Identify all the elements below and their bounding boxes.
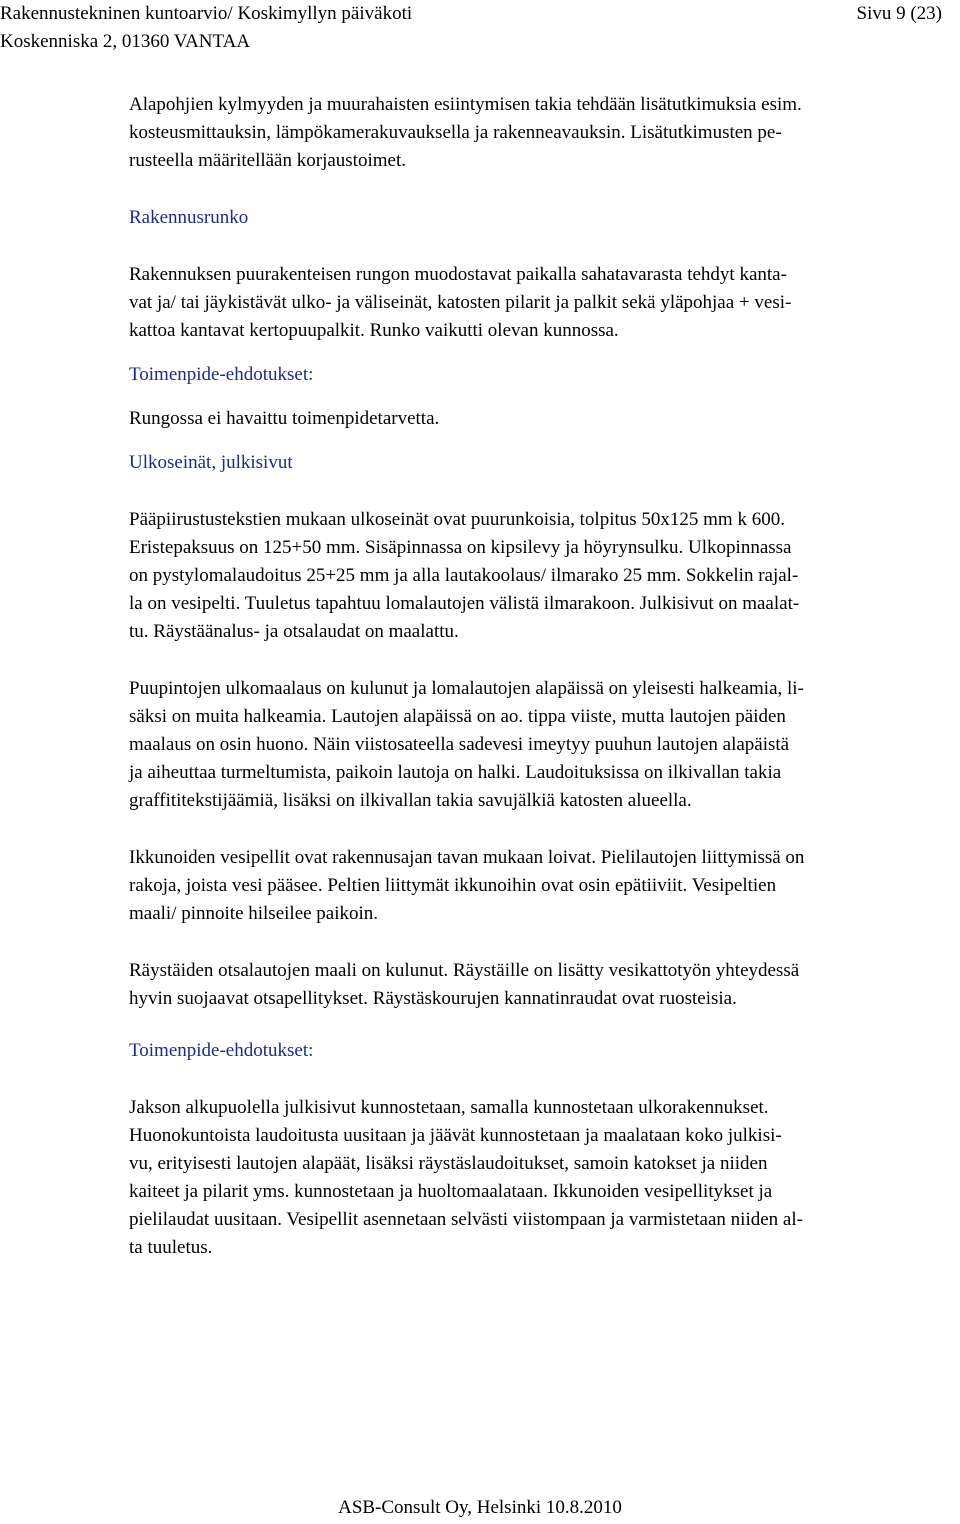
paragraph-facade-actions (129, 1094, 957, 1262)
text-line: rusteella määritellään korjaustoimet. (129, 150, 406, 171)
page-footer: ASB-Consult Oy, Helsinki 10.8.2010 (338, 1497, 622, 1518)
paragraph-wood-paint (129, 675, 957, 815)
paragraph-frame-action: Rungossa ei havaittu toimenpidetarvetta. (129, 408, 440, 429)
text-line: on pystylomalaudoitus 25+25 mm ja alla lautakoolaus/ ilmarako 25 mm. Sokkelin rajal- (129, 565, 799, 586)
document-body (129, 91, 957, 1262)
heading-rakennusrunko: Rakennusrunko (129, 207, 249, 228)
text-line: Räystäiden otsalautojen maali on kulunut. Räystäille on lisätty vesikattotyön yhteydessä (129, 960, 800, 981)
text-line: Pääpiirustustekstien mukaan ulkoseinät ovat puurunkoisia, tolpitus 50x125 mm k 600. (129, 509, 785, 530)
paragraph-window-sills (129, 844, 957, 928)
text-line: vu, erityisesti lautojen alapäät, lisäksi räystäslaudoitukset, samoin katokset ja niiden (129, 1153, 768, 1174)
text-line: Jakson alkupuolella julkisivut kunnostetaan, samalla kunnostetaan ulkorakennukset. (129, 1097, 769, 1118)
text-line: vat ja/ tai jäykistävät ulko- ja väliseinät, katosten pilarit ja palkit sekä yläpohjaa + vesi- (129, 292, 792, 313)
text-line: Eristepaksuus on 125+50 mm. Sisäpinnassa on kipsilevy ja höyrynsulku. Ulkopinnassa (129, 537, 792, 558)
text-line: Alapohjien kylmyyden ja muurahaisten esiintymisen takia tehdään lisätutkimuksia esim. (129, 94, 802, 115)
text-line: hyvin suojaavat otsapellitykset. Räystäskourujen kannatinraudat ovat ruosteisia. (129, 988, 737, 1009)
text-line: pielilaudat uusitaan. Vesipellit asennetaan selvästi viistompaan ja varmistetaan niiden al- (129, 1209, 803, 1230)
heading-ulkoseinat: Ulkoseinät, julkisivut (129, 452, 293, 473)
heading-toimenpide-2: Toimenpide-ehdotukset: (129, 1040, 314, 1061)
heading-toimenpide-1: Toimenpide-ehdotukset: (129, 364, 314, 385)
text-line: ja aiheuttaa turmeltumista, paikoin lautoja on halki. Laudoituksissa on ilkivallan takia (129, 762, 782, 783)
paragraph-eaves (129, 957, 957, 1013)
text-line: Rakennuksen puurakenteisen rungon muodostavat paikalla sahatavarasta tehdyt kanta- (129, 264, 787, 285)
page-number: Sivu 9 (23) (856, 3, 942, 24)
paragraph-additional-studies (129, 91, 957, 175)
text-line: kattoa kantavat kertopuupalkit. Runko vaikutti olevan kunnossa. (129, 320, 619, 341)
text-line: Ikkunoiden vesipellit ovat rakennusajan tavan mukaan loivat. Pielilautojen liittymissä on (129, 847, 805, 868)
text-line: graffititekstijäämiä, lisäksi on ilkivallan takia savujälkiä katosten alueella. (129, 790, 692, 811)
page-header (0, 0, 412, 56)
paragraph-exterior-walls (129, 506, 957, 646)
header-title: Rakennustekninen kuntoarvio/ Koskimyllyn päiväkoti (0, 3, 413, 24)
text-line: ta tuuletus. (129, 1237, 213, 1258)
text-line: kaiteet ja pilarit yms. kunnostetaan ja huoltomaalataan. Ikkunoiden vesipellitykset ja (129, 1181, 773, 1202)
header-address: Koskenniska 2, 01360 VANTAA (0, 31, 251, 52)
text-line: tu. Räystäänalus- ja otsalaudat on maalattu. (129, 621, 459, 642)
text-line: Huonokuntoista laudoitusta uusitaan ja jäävät kunnostetaan ja maalataan koko julkisi- (129, 1125, 782, 1146)
text-line: maali/ pinnoite hilseilee paikoin. (129, 903, 379, 924)
text-line: rakoja, joista vesi pääsee. Peltien liittymät ikkunoihin ovat osin epätiiviit. Vesipeltien (129, 875, 777, 896)
text-line: kosteusmittauksin, lämpökamerakuvauksella ja rakenneavauksin. Lisätutkimusten pe- (129, 122, 782, 143)
text-line: la on vesipelti. Tuuletus tapahtuu lomalautojen välistä ilmarakoon. Julkisivut on maalat- (129, 593, 800, 614)
text-line: Puupintojen ulkomaalaus on kulunut ja lomalautojen alapäissä on yleisesti halkeamia, li- (129, 678, 804, 699)
paragraph-frame (129, 261, 957, 345)
text-line: maalaus on osin huono. Näin viistosateella sadevesi imeytyy puuhun lautojen alapäistä (129, 734, 790, 755)
text-line: säksi on muita halkeamia. Lautojen alapäissä on ao. tippa viiste, mutta lautojen päiden (129, 706, 786, 727)
